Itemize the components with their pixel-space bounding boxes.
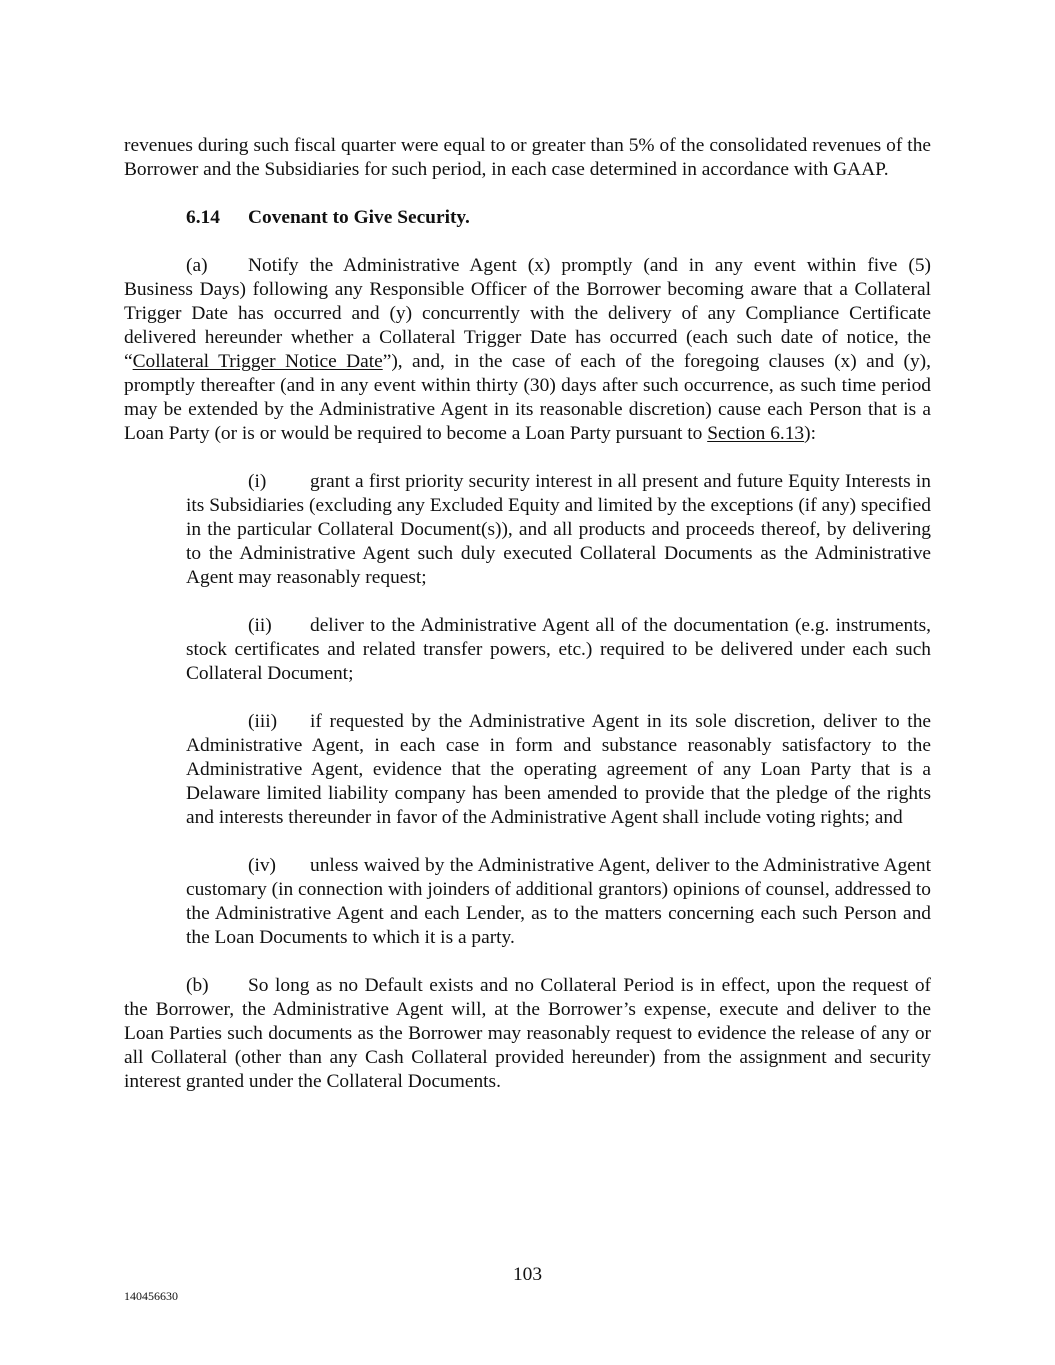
sub-item-iv-label: (iv) [248, 855, 276, 876]
sub-item-iv-text: unless waived by the Administrative Agent, deliver to the Administrative Agent customary (in connection with joinders of additional grantors) opinions of counsel, addressed to the Administrative Agent and each Lender, as to the matters concerning each such Person and the Loan Documents to which it is a party. [186, 855, 931, 948]
paragraph-a-label: (a) [186, 255, 208, 276]
sub-item-i [186, 470, 931, 590]
sub-item-iv [186, 854, 931, 950]
paragraph-a-text-2: ”), and, in the case of each of the foregoing clauses (x) and (y), promptly thereafter (and in any event within thirty (30) days after such occurrence, as such time period may be extended by the Administrative Agent in its reasonable discretion) cause each Person that is a Loan Party (or is or would be required to become a Loan Party pursuant to [124, 351, 931, 444]
sub-item-iii [186, 710, 931, 830]
paragraph-a-text-1: Notify the Administrative Agent (x) promptly (and in any event within five (5) Business Days) following any Responsible Officer of the Borrower becoming aware that a Collateral Trigger Date has occurred and (y) concurrently with the delivery of any Compliance Certificate delivered hereunder whether a Collateral Trigger Date has occurred (each such date of notice, the “ [124, 255, 931, 372]
document-id: 140456630 [124, 1289, 178, 1303]
paragraph-a [124, 254, 931, 446]
sub-item-ii [186, 614, 931, 686]
paragraph-a-text-3: ): [804, 423, 816, 444]
sub-item-iii-label: (iii) [248, 711, 278, 732]
sub-item-iii-text: if requested by the Administrative Agent in its sole discretion, deliver to the Administrative Agent, in each case in form and substance reasonably satisfactory to the Administrative Agent, evidence that the operating agreement of any Loan Party that is a Delaware limited liability company has been amended to provide that the pledge of the rights and interests thereunder in favor of the Administrative Agent shall include voting rights; and [186, 711, 931, 828]
paragraph-b-text: So long as no Default exists and no Collateral Period is in effect, upon the request of the Borrower, the Administrative Agent will, at the Borrower’s expense, execute and deliver to the Loan Parties such documents as the Borrower may reasonably request to evidence the release of any or all Collateral (other than any Cash Collateral provided hereunder) from the assignment and security interest granted under the Collateral Documents. [124, 975, 931, 1092]
section-reference-6-13: Section 6.13 [707, 423, 805, 444]
sub-item-ii-text: deliver to the Administrative Agent all of the documentation (e.g. instruments, stock certificates and related transfer powers, etc.) required to be delivered under each such Collateral Document; [186, 615, 931, 684]
sub-item-i-label: (i) [248, 471, 267, 492]
paragraph-b [124, 974, 931, 1094]
sub-item-ii-label: (ii) [248, 615, 272, 636]
defined-term-collateral-trigger-notice-date: Collateral Trigger Notice Date [132, 351, 383, 372]
sub-item-i-text: grant a first priority security interest in all present and future Equity Interests in its Subsidiaries (excluding any Excluded Equity and limited by the exceptions (if any) specified in the particular Collateral Document(s)), and all products and proceeds thereof, by delivering to the Administrative Agent such duly executed Collateral Documents as the Administrative Agent may reasonably request; [186, 471, 931, 588]
intro-paragraph: revenues during such fiscal quarter were equal to or greater than 5% of the consolidated revenues of the Borrower and the Subsidiaries for such period, in each case determined in accordance with GAAP. [124, 135, 931, 180]
section-title: Covenant to Give Security. [248, 207, 470, 228]
paragraph-b-label: (b) [186, 975, 209, 996]
page-number: 103 [512, 1264, 543, 1285]
section-number: 6.14 [186, 207, 220, 228]
document-page [124, 134, 931, 1118]
section-heading [124, 206, 931, 230]
